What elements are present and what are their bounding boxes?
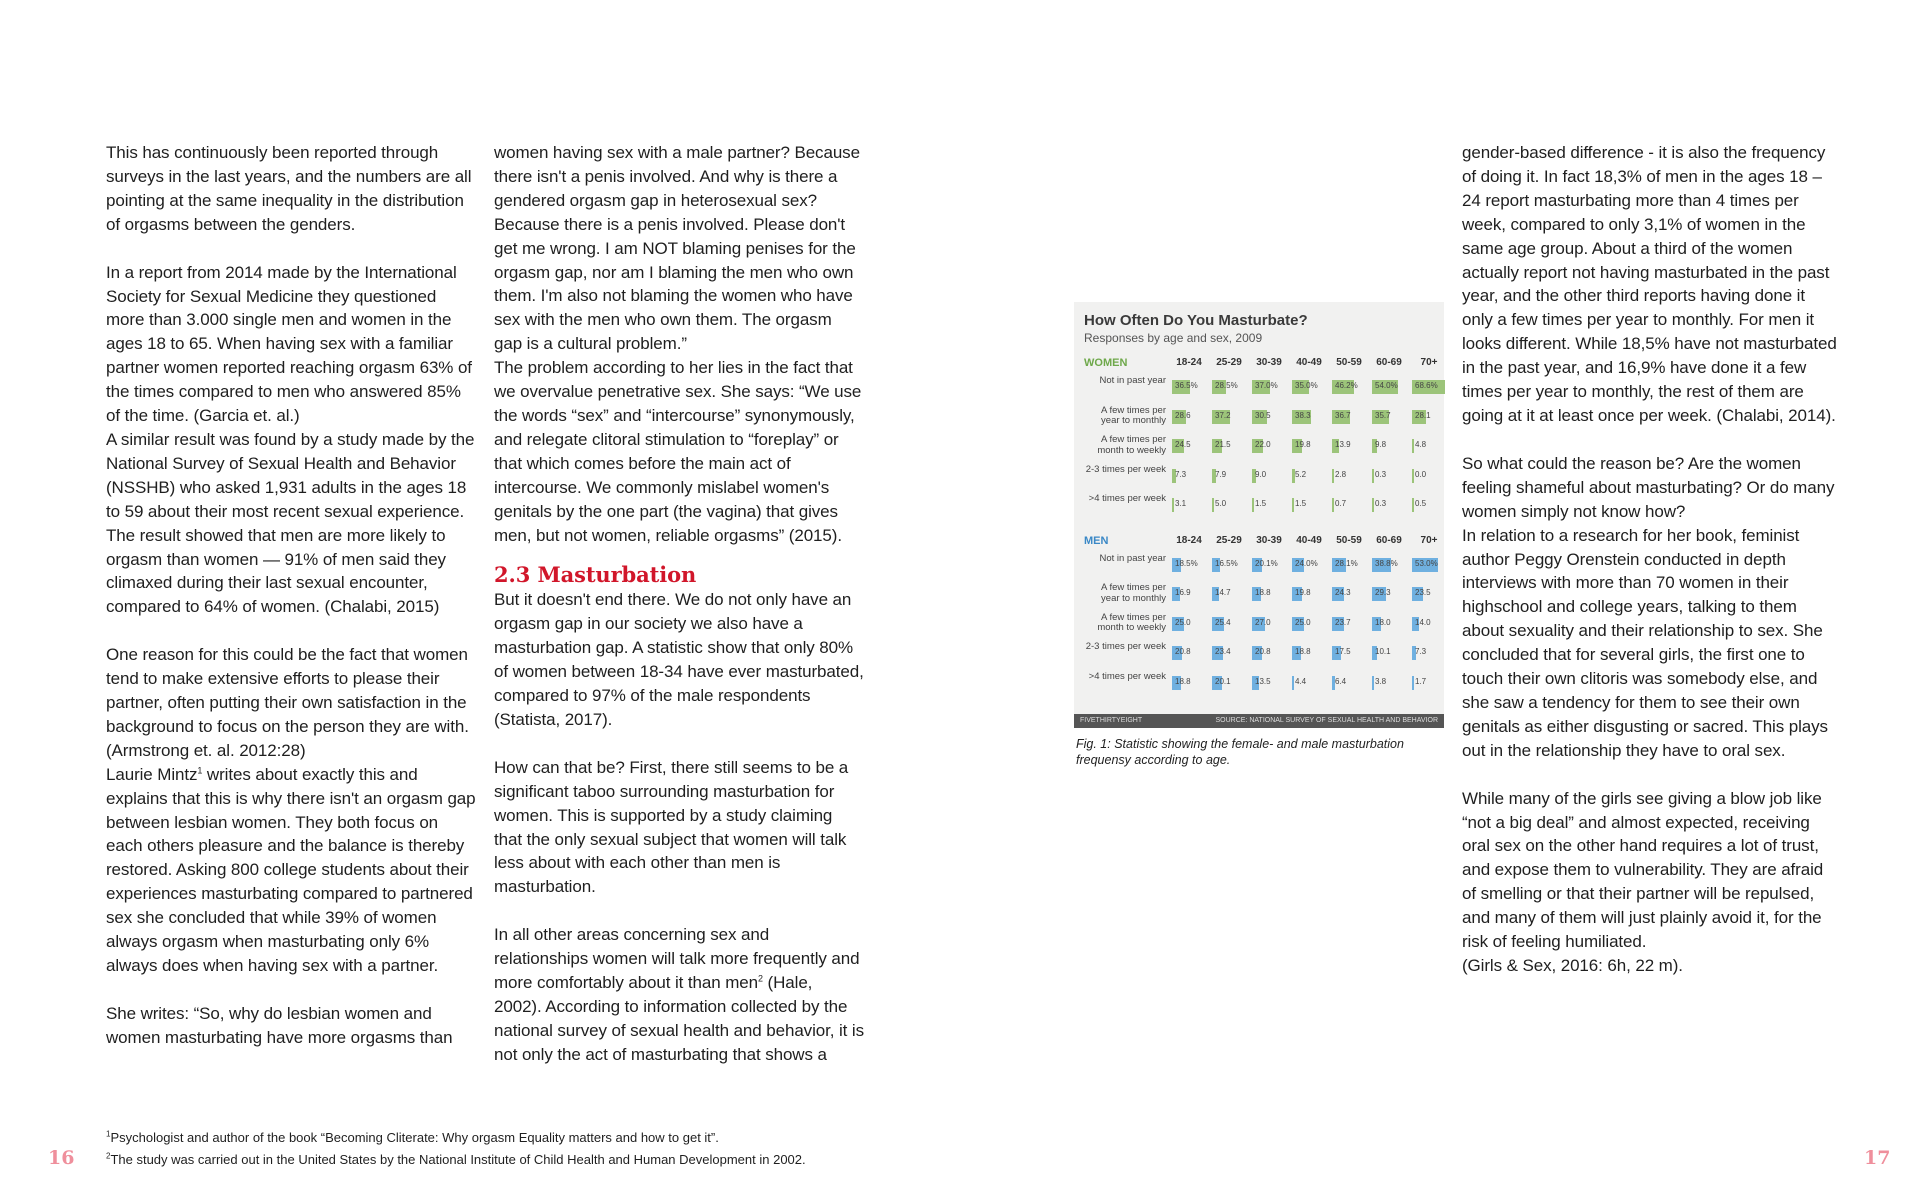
chart-bar (1412, 469, 1414, 483)
chart-cell (1172, 558, 1206, 572)
chart-cell (1252, 587, 1286, 601)
paragraph-text: In all other areas concerning sex and relationships women will talk more frequently and more comfortably about it than men (494, 925, 860, 993)
chart-row-label: 2-3 times per week (1085, 641, 1166, 652)
chart-group-header (1084, 355, 1438, 373)
section-heading: 2.3 Masturbation (494, 562, 697, 588)
text-column-2 (494, 141, 864, 1067)
chart-column-header: 25-29 (1216, 534, 1242, 546)
chart-cell (1372, 558, 1406, 572)
chart-column-header: 70+ (1420, 534, 1438, 546)
chart-value-label: 7.9 (1215, 469, 1227, 479)
chart-value-label: 18.5% (1175, 558, 1198, 568)
chart-value-label: 29.3 (1375, 588, 1391, 597)
chart-bar (1372, 498, 1374, 512)
chart-cell (1172, 617, 1206, 631)
chart-cell (1412, 469, 1446, 483)
footnote (106, 1146, 906, 1174)
chart-value-label: 24.5 (1175, 440, 1191, 449)
chart-cell (1412, 617, 1446, 631)
chart-value-label: 25.4 (1215, 617, 1231, 627)
chart-value-label: 0.7 (1335, 499, 1347, 508)
chart-value-label: 24.3 (1335, 588, 1351, 597)
chart-cell (1172, 380, 1206, 394)
chart-cell (1332, 439, 1366, 453)
chart-cell (1212, 558, 1246, 572)
chart-value-label: 0.5 (1415, 499, 1427, 508)
chart-value-label: 18.0 (1375, 617, 1391, 627)
chart-bar (1372, 676, 1374, 690)
chart-cell (1372, 498, 1406, 512)
chart-value-label: 20.1% (1255, 558, 1278, 568)
chart-value-label: 17.5 (1335, 647, 1351, 656)
chart-bar (1292, 676, 1294, 690)
chart-cell (1172, 469, 1206, 483)
chart-cell (1292, 498, 1326, 512)
chart-value-label: 28.5% (1215, 381, 1238, 390)
footnote-mark: 1 (106, 1129, 111, 1139)
chart-value-label: 30.5 (1255, 410, 1271, 420)
paragraph: A similar result was found by a study made by the National Survey of Sexual Health and Behavior (NSSHB) who asked 1,931 adults in the ages 18 to 59 about their most recent sexual experience. The result showed that men are more likely to orgasm than women — 91% of men said they climaxed during their last sexual encounter, compared to 64% of women. (Chalabi, 2015) (106, 429, 475, 617)
footnote-ref[interactable]: 2 (758, 973, 763, 984)
chart-bar (1172, 498, 1174, 512)
chart-value-label: 28.6 (1175, 410, 1191, 420)
chart-value-label: 19.8 (1295, 440, 1311, 449)
paragraph: This has continuously been reported through surveys in the last years, and the numbers are all pointing at the same inequality in the distribution of orgasms between the genders. (106, 143, 472, 234)
chart-cell (1252, 617, 1286, 631)
chart-cell (1212, 587, 1246, 601)
chart-table (1084, 355, 1438, 698)
chart-cell (1332, 646, 1366, 660)
chart-subtitle: Responses by age and sex, 2009 (1084, 331, 1263, 345)
chart-column-header: 30-39 (1256, 357, 1282, 368)
chart-row-label: 2-3 times per week (1085, 463, 1166, 475)
paragraph: gender-based difference - it is also the frequency of doing it. In fact 18,3% of men in the ages 18 – 24 report masturbating more than 4 times per week, compared to only 3,1% of women in the same age group. About a third of the women actually report not having masturbated in the past year, and the other third reports having done it only a few times per year to monthly. For men it looks different. While 18,5% have not masturbated in the past year, and 16,9% have done it a few times per year to monthly, the rest of them are going at it at least once per week. (Chalabi, 2014). (1462, 143, 1837, 425)
chart-bar (1292, 498, 1294, 512)
chart-column-header: 70+ (1420, 357, 1438, 368)
footnote-mark: 2 (106, 1151, 111, 1161)
chart-cell (1252, 558, 1286, 572)
chart-row (1084, 580, 1434, 610)
chart-value-label: 5.2 (1295, 469, 1307, 479)
chart-cell (1212, 410, 1246, 424)
chart-row (1084, 491, 1434, 521)
paragraph (106, 763, 478, 978)
chart-row (1084, 462, 1434, 492)
chart-cell (1292, 380, 1326, 394)
paragraph: In relation to a research for her book, feminist author Peggy Orenstein conducted in depth interviews with more than 70 women in their highschool and college years, talking to them about sexuality and their relationship to sex. She concluded that for several girls, the first one to touch their own clitoris was somebody else, and she saw a tendency for them to see their own genitals as either disgusting or sacred. This plays out in the relationship they have to oral sex. (1462, 525, 1828, 760)
chart-value-label: 18.8 (1175, 676, 1191, 686)
paragraph: So what could the reason be? Are the women feeling shameful about masturbating? Or do many women simply not know how? (1462, 453, 1835, 521)
chart-value-label: 4.8 (1415, 440, 1427, 449)
chart-row (1084, 551, 1438, 581)
chart-value-label: 21.5 (1215, 440, 1231, 449)
chart-column-header: 50-59 (1336, 534, 1362, 546)
chart-value-label: 28.1% (1335, 558, 1358, 568)
chart-footer (1074, 714, 1444, 728)
chart-column-header: 18-24 (1176, 534, 1202, 546)
chart-value-label: 25.0 (1295, 617, 1311, 627)
chart-value-label: 37.2 (1215, 410, 1231, 420)
footnote-ref[interactable]: 1 (197, 765, 203, 776)
chart-row-label: >4 times per week (1088, 670, 1166, 682)
chart-cell (1252, 380, 1286, 394)
chart-row-label: Not in past year (1099, 375, 1166, 386)
chart-value-label: 36.5% (1175, 381, 1198, 390)
chart-row-label: A few times per month to weekly (1097, 611, 1166, 633)
chart-value-label: 9.0 (1255, 469, 1267, 479)
chart-cell (1252, 676, 1286, 690)
paragraph: The problem according to her lies in the fact that we overvalue penetrative sex. She says: “We use the words “sex” and “intercourse” synonymously, and relegate clitoral stimulation to “foreplay” or that which comes before the main act of intercourse. We commonly mislabel women's genitals by the one part (the vagina) that gives men, but not women, reliable orgasms” (2015). (494, 358, 862, 545)
chart-row (1084, 373, 1438, 403)
chart-cell (1292, 617, 1326, 631)
chart-cell (1172, 646, 1206, 660)
chart-cell (1332, 558, 1366, 572)
chart-value-label: 16.5% (1215, 558, 1238, 568)
chart-cell (1292, 410, 1326, 424)
chart-cell (1332, 676, 1366, 690)
chart-cell (1332, 587, 1366, 601)
chart-value-label: 68.6% (1415, 381, 1438, 390)
chart-cell (1292, 646, 1326, 660)
chart-cell (1332, 617, 1366, 631)
chart-cell (1412, 676, 1446, 690)
chart-value-label: 20.1 (1215, 676, 1231, 686)
chart-cell (1332, 410, 1366, 424)
chart-value-label: 0.3 (1375, 499, 1387, 508)
chart-cell (1372, 676, 1406, 690)
chart-cell (1252, 410, 1286, 424)
chart-cell (1332, 380, 1366, 394)
chart-column-header: 40-49 (1296, 534, 1322, 546)
chart-cell (1212, 439, 1246, 453)
chart-cell (1212, 646, 1246, 660)
chart-value-label: 23.5 (1415, 588, 1431, 597)
chart-cell (1372, 617, 1406, 631)
chart-cell (1212, 617, 1246, 631)
chart-value-label: 38.8% (1375, 558, 1398, 568)
chart-cell (1172, 676, 1206, 690)
chart-bar (1412, 676, 1414, 690)
chart-value-label: 14.7 (1215, 588, 1231, 597)
author-name: Laurie Mintz (106, 764, 198, 784)
chart-cell (1412, 646, 1446, 660)
chart-value-label: 25.0 (1175, 617, 1191, 627)
chart-cell (1292, 439, 1326, 453)
chart-row-label: A few times per year to monthly (1101, 404, 1166, 426)
chart-row-label: Not in past year (1099, 552, 1166, 564)
chart-cell (1372, 587, 1406, 601)
chart-value-label: 3.1 (1175, 499, 1187, 508)
paragraph: One reason for this could be the fact that women tend to make extensive efforts to please their partner, often putting their own satisfaction in the background to focus on the person they are with. (Armstrong et. al. 2012:28) (106, 645, 469, 760)
chart-column-header: 60-69 (1376, 357, 1402, 368)
page-number-left: 16 (48, 1147, 75, 1169)
chart-row (1084, 610, 1434, 640)
chart-value-label: 54.0% (1375, 381, 1398, 390)
paragraph (494, 923, 864, 1066)
chart-row-label: A few times per month to weekly (1097, 434, 1166, 456)
chart-footer-source: SOURCE: NATIONAL SURVEY OF SEXUAL HEALTH AND BEHAVIOR (1215, 717, 1438, 724)
chart-value-label: 0.0 (1415, 469, 1427, 479)
chart-column-header: 30-39 (1256, 534, 1282, 546)
paragraph: How can that be? First, there still seems to be a significant taboo surrounding masturbation for women. This is supported by a study claiming that the only sexual subject that women will talk less about with each other than men is masturbation. (494, 757, 849, 897)
chart-value-label: 36.7 (1335, 410, 1351, 420)
chart-cell (1172, 498, 1206, 512)
chart-bar (1372, 469, 1374, 483)
chart-figure (1074, 302, 1444, 728)
chart-cell (1412, 558, 1446, 572)
chart-cell (1172, 439, 1206, 453)
chart-value-label: 28.1 (1415, 410, 1431, 420)
chart-cell (1212, 498, 1246, 512)
paragraph: While many of the girls see giving a blow job like “not a big deal” and almost expected, receiving oral sex on the other hand requires a lot of trust, and expose them to vulnerability. They are afraid of smelling or that their partner will be repulsed, and many of them will just plainly avoid it, for the risk of feeling humiliated. (1462, 788, 1824, 952)
chart-cell (1412, 439, 1446, 453)
chart-row (1084, 639, 1434, 669)
chart-value-label: 1.7 (1415, 676, 1427, 686)
chart-cell (1412, 410, 1446, 424)
figure-caption: Fig. 1: Statistic showing the female- and male masturbation frequensy according to age. (1076, 737, 1404, 767)
paragraph: women having sex with a male partner? Because there isn't a penis involved. And why is there a gendered orgasm gap in heterosexual sex? Because there is a penis involved. Please don't get me wrong. I am NOT blaming penises for the orgasm gap, nor am I blaming the men who own them. I'm also not blaming the women who have sex with the men who own them. The orgasm gap is a cultural problem.” (494, 143, 860, 354)
chart-value-label: 37.0% (1255, 381, 1278, 390)
chart-cell (1372, 646, 1406, 660)
chart-value-label: 18.8 (1255, 588, 1271, 597)
chart-bar (1252, 498, 1254, 512)
chart-row-label: >4 times per week (1088, 493, 1166, 504)
chart-value-label: 1.5 (1255, 499, 1267, 508)
chart-group-label: WOMEN (1084, 357, 1128, 369)
chart-cell (1292, 558, 1326, 572)
chart-title: How Often Do You Masturbate? (1084, 312, 1308, 329)
chart-value-label: 23.4 (1215, 647, 1231, 656)
chart-value-label: 3.8 (1375, 676, 1387, 686)
chart-footer-brand: FIVETHIRTYEIGHT (1080, 717, 1143, 724)
chart-cell (1372, 410, 1406, 424)
chart-cell (1412, 380, 1446, 394)
chart-value-label: 46.2% (1335, 381, 1358, 390)
chart-cell (1172, 587, 1206, 601)
chart-value-label: 6.4 (1335, 676, 1347, 686)
chart-bar (1412, 439, 1414, 453)
chart-value-label: 2.8 (1335, 469, 1347, 479)
chart-cell (1252, 439, 1286, 453)
chart-bar (1412, 498, 1414, 512)
chart-cell (1252, 469, 1286, 483)
paragraph-text: (Hale, 2002). According to information collected by the national survey of sexual health and behavior, it is not only the act of masturbating that shows a (494, 973, 864, 1064)
chart-value-label: 24.0% (1295, 558, 1318, 568)
chart-value-label: 35.7 (1375, 410, 1391, 420)
chart-value-label: 20.8 (1255, 647, 1271, 656)
page-number-right: 17 (1864, 1147, 1891, 1169)
chart-bar (1332, 469, 1334, 483)
chart-cell (1372, 439, 1406, 453)
chart-value-label: 5.0 (1215, 499, 1227, 508)
chart-row (1084, 669, 1434, 699)
chart-value-label: 18.8 (1295, 647, 1311, 656)
chart-value-label: 0.3 (1375, 469, 1387, 479)
paragraph: But it doesn't end there. We do not only have an orgasm gap in our society we also have a masturbation gap. A statistic show that only 80% of women between 18-34 have ever masturbated, compared to 97% of the male respondents (Statista, 2017). (494, 590, 864, 729)
chart-cell (1372, 380, 1406, 394)
chart-value-label: 27.0 (1255, 617, 1271, 627)
chart-column-header: 50-59 (1336, 357, 1362, 368)
chart-value-label: 16.9 (1175, 588, 1191, 597)
chart-cell (1172, 410, 1206, 424)
chart-value-label: 13.9 (1335, 440, 1351, 449)
chart-cell (1412, 498, 1446, 512)
chart-value-label: 23.7 (1335, 617, 1351, 627)
chart-value-label: 10.1 (1375, 647, 1391, 656)
chart-group-header (1084, 533, 1438, 551)
chart-value-label: 38.3 (1295, 410, 1311, 420)
chart-cell (1332, 469, 1366, 483)
chart-value-label: 22.0 (1255, 440, 1271, 449)
paragraph: In a report from 2014 made by the International Society for Sexual Medicine they questioned more than 3.000 single men and women in the ages 18 to 65. When having sex with a familiar partner women reported reaching orgasm 63% of the times compared to men who answered 85% of the time. (Garcia et. al.) (106, 262, 472, 426)
chart-group-label: MEN (1084, 534, 1109, 547)
chart-value-label: 7.3 (1415, 647, 1427, 656)
chart-value-label: 35.0% (1295, 381, 1318, 390)
chart-cell (1372, 469, 1406, 483)
paragraph-text: writes about exactly this and explains that this is why there isn't an orgasm gap between lesbian women. They both focus on each others pleasure and the balance is thereby restored. Asking 800 college students about their experiences masturbating compared to partnered sex she concluded that while 39% of women always orgasm when masturbating only 6% always does when having sex with a partner. (106, 764, 476, 975)
paragraph: She writes: “So, why do lesbian women and women masturbating have more orgasms than (106, 1003, 453, 1047)
chart-column-header: 18-24 (1176, 357, 1202, 368)
chart-value-label: 14.0 (1415, 617, 1431, 627)
text-column-3 (1462, 141, 1838, 978)
chart-row (1084, 403, 1434, 433)
chart-value-label: 53.0% (1415, 558, 1438, 568)
chart-row-label: A few times per year to monthly (1101, 582, 1166, 604)
chart-column-header: 60-69 (1376, 534, 1402, 546)
text-column-1 (106, 141, 478, 1050)
chart-value-label: 13.5 (1255, 676, 1271, 686)
chart-cell (1292, 676, 1326, 690)
chart-bar (1332, 498, 1334, 512)
chart-value-label: 19.8 (1295, 588, 1311, 597)
chart-cell (1412, 587, 1446, 601)
chart-cell (1292, 469, 1326, 483)
chart-value-label: 20.8 (1175, 647, 1191, 656)
footnote-text: The study was carried out in the United States by the National Institute of Child Health and Human Development in 2002. (110, 1152, 806, 1167)
footnotes (106, 1124, 906, 1174)
chart-column-header: 40-49 (1296, 357, 1322, 368)
chart-cell (1212, 676, 1246, 690)
chart-cell (1292, 587, 1326, 601)
paragraph: (Girls & Sex, 2016: 6h, 22 m). (1462, 956, 1683, 975)
footnote-text: Psychologist and author of the book “Becoming Cliterate: Why orgasm Equality matters and how to get it”. (110, 1130, 719, 1145)
chart-column-header: 25-29 (1216, 357, 1242, 368)
chart-value-label: 7.3 (1175, 469, 1187, 479)
chart-value-label: 1.5 (1295, 499, 1307, 508)
chart-cell (1212, 469, 1246, 483)
chart-cell (1332, 498, 1366, 512)
chart-value-label: 4.4 (1295, 676, 1307, 686)
chart-row (1084, 432, 1434, 462)
chart-cell (1252, 646, 1286, 660)
chart-cell (1212, 380, 1246, 394)
chart-cell (1252, 498, 1286, 512)
chart-value-label: 9.8 (1375, 440, 1387, 449)
